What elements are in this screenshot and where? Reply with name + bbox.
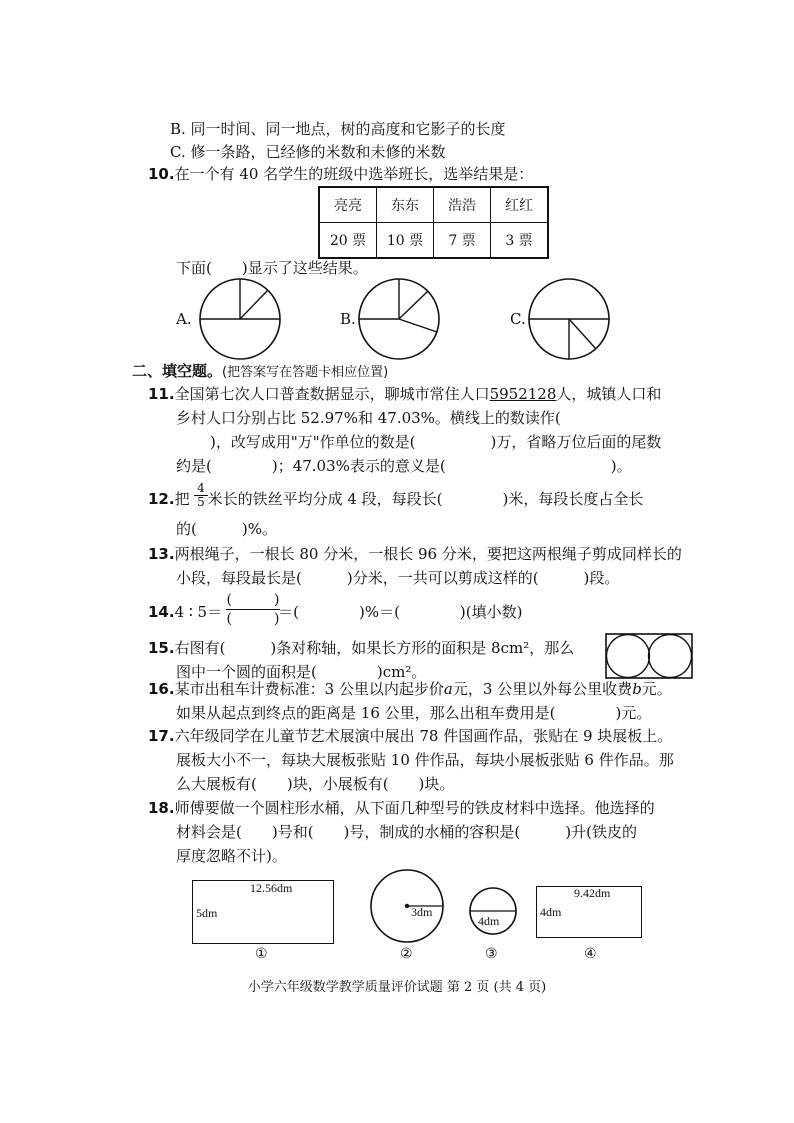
q11-line4: 约是( )；47.03%表示的意义是( )。	[176, 457, 632, 475]
material-1-width: 5dm	[196, 906, 218, 920]
question-number: 18.	[148, 799, 175, 817]
option-a-label: A.	[176, 310, 192, 328]
table-cell: 20 票	[319, 223, 377, 259]
question-number: 11.	[148, 385, 175, 403]
q12-line1	[148, 488, 643, 510]
q14-text: 4 ∶ 5＝	[174, 603, 223, 621]
question-number: 15.	[148, 639, 175, 657]
fraction-four-fifths	[194, 482, 208, 509]
table-header-row	[319, 187, 548, 223]
option-c-label: C.	[510, 310, 526, 328]
q11-line1	[148, 383, 661, 405]
question-number: 13.	[148, 545, 175, 563]
figure-circle	[649, 635, 692, 678]
fraction-numerator: ( )	[226, 592, 280, 608]
pie-divider	[399, 319, 437, 332]
q9-option-b: B. 同一时间、同一地点，树的高度和它影子的长度	[170, 120, 506, 138]
q16-line2: 如果从起点到终点的距离是 16 公里，那么出租车费用是( )元。	[176, 704, 652, 722]
pie-divider	[399, 291, 428, 319]
figure-circle	[607, 635, 650, 678]
q12-text: 米长的铁丝平均分成 4 段，每段长( )米，每段长度占全长	[207, 490, 644, 508]
q11-line3: )，改写成用"万"作单位的数是( )万，省略万位后面的尾数	[210, 433, 662, 451]
q11-text: 人，城镇人口和	[556, 385, 662, 403]
pie-option-b	[357, 277, 441, 361]
q12-line2: 的( )%。	[176, 520, 277, 538]
table-header-cell: 东东	[377, 187, 434, 223]
question-number: 17.	[148, 727, 175, 745]
q17-line1	[148, 725, 672, 747]
q18-line1	[148, 797, 655, 819]
material-1-mark: ①	[255, 947, 268, 962]
q16-text: 元，3 公里以外每公里收费	[452, 680, 633, 698]
q16-text: 元。	[641, 680, 672, 698]
q13-line1	[148, 543, 682, 565]
table-cell: 3 票	[491, 223, 549, 259]
blank-fraction	[226, 591, 280, 628]
table-header-cell: 浩浩	[434, 187, 491, 223]
population-number: 5952128	[489, 385, 557, 403]
pie-option-c	[527, 277, 611, 361]
question-number: 10.	[148, 165, 175, 183]
q13-text: 两根绳子，一根长 80 分米，一根长 96 分米，要把这两根绳子剪成同样长的	[174, 545, 682, 563]
q10-stem: 在一个有 40 名学生的班级中选举班长，选举结果是：	[174, 165, 534, 183]
q17-line3: 么大展板有( )块，小展板有( )块。	[176, 775, 455, 793]
q11-line2: 乡村人口分别占比 52.97%和 47.03%。横线上的数读作(	[176, 409, 561, 427]
material-4-length: 9.42dm	[574, 886, 611, 900]
section-note: (把答案写在答题卡相应位置)	[222, 365, 389, 380]
table-cell: 7 票	[434, 223, 491, 259]
page-footer: 小学六年级数学教学质量评价试题 第 2 页 (共 4 页)	[247, 980, 547, 995]
q10-text	[148, 163, 533, 185]
q15-line2: 图中一个圆的面积是( )cm²。	[176, 663, 427, 681]
material-4-width: 4dm	[540, 905, 562, 919]
variable-b: b	[632, 680, 642, 698]
q17-text: 六年级同学在儿童节艺术展演中展出 78 件国画作品，张贴在 9 块展板上。	[174, 727, 673, 745]
pie-divider	[569, 319, 596, 349]
fraction-denominator: 5	[194, 495, 208, 509]
q15-text: 右图有( )条对称轴，如果长方形的面积是 8cm²，那么	[174, 639, 575, 657]
material-2-radius: 3dm	[411, 905, 433, 919]
table-header-cell: 红红	[491, 187, 549, 223]
pie-divider	[240, 290, 268, 319]
material-2-circle	[369, 868, 445, 944]
q11-text: 全国第七次人口普查数据显示，聊城市常住人口	[174, 385, 490, 403]
fraction-numerator: 4	[197, 481, 205, 495]
material-3-mark: ③	[485, 947, 498, 962]
table-row	[319, 223, 548, 259]
material-2-mark: ②	[400, 947, 413, 962]
q14-line	[148, 601, 522, 623]
variable-a: a	[443, 680, 453, 698]
q13-line2: 小段，每段最长是( )分米，一共可以剪成这样的( )段。	[176, 569, 620, 587]
vote-results-table	[318, 186, 549, 259]
table-cell: 10 票	[377, 223, 434, 259]
q12-text: 把	[174, 490, 190, 508]
material-4-mark: ④	[584, 947, 597, 962]
pie-option-a	[198, 277, 282, 361]
section-title	[132, 360, 388, 384]
material-3-diameter: 4dm	[478, 914, 500, 928]
q16-line1	[148, 678, 672, 700]
question-number: 12.	[148, 490, 175, 508]
material-1-length: 12.56dm	[250, 881, 293, 895]
q14-text: ＝( )%＝( )(填小数)	[278, 603, 523, 621]
question-number: 16.	[148, 680, 175, 698]
section-heading: 二、填空题。	[132, 362, 223, 380]
q17-line2: 展板大小不一，每块大展板张贴 10 件作品，每块小展板张贴 6 件作品。那	[176, 751, 674, 769]
q18-line3: 厚度忽略不计)。	[176, 847, 287, 865]
q18-text: 师傅要做一个圆柱形水桶，从下面几种型号的铁皮材料中选择。他选择的	[174, 799, 655, 817]
q15-line1	[148, 637, 574, 659]
q16-text: 某市出租车计费标准：3 公里以内起步价	[174, 680, 444, 698]
table-header-cell: 亮亮	[319, 187, 377, 223]
q10-prompt: 下面( )显示了这些结果。	[176, 259, 368, 277]
rectangle-two-circles-figure	[605, 633, 693, 679]
question-number: 14.	[148, 603, 175, 621]
q9-option-c: C. 修一条路，已经修的米数和未修的米数	[170, 143, 446, 161]
fraction-denominator: ( )	[226, 611, 280, 627]
option-b-label: B.	[340, 310, 356, 328]
q18-line2: 材料会是( )号和( )号，制成的水桶的容积是( )升(铁皮的	[176, 823, 637, 841]
